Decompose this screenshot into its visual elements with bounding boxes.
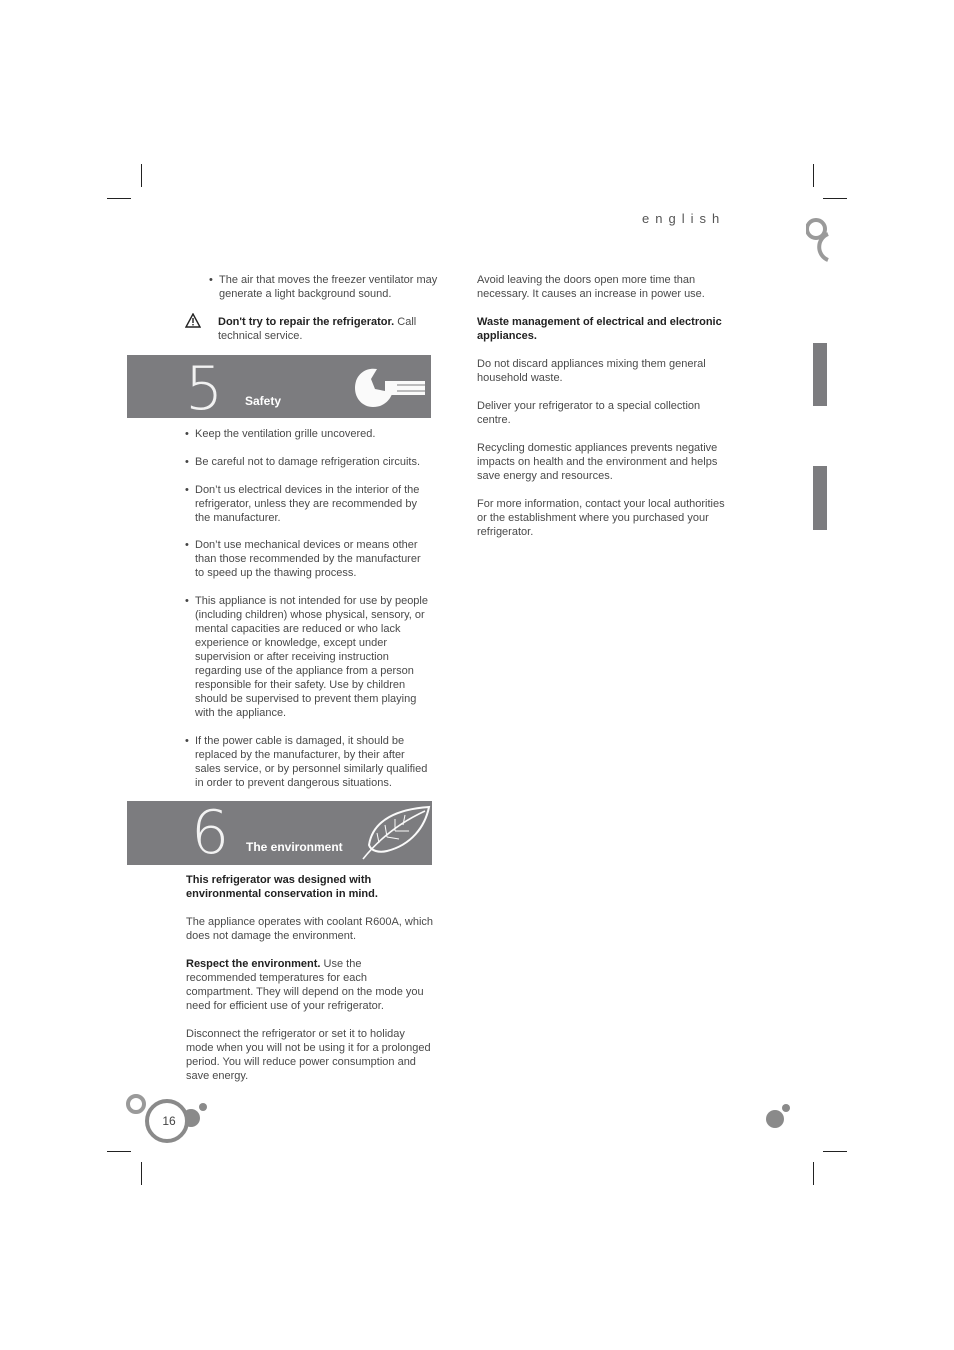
crop-mark xyxy=(141,1162,142,1185)
crop-mark xyxy=(823,1151,847,1152)
warning-triangle-icon xyxy=(185,313,201,328)
section-band-safety xyxy=(127,354,431,424)
environment-para: Disconnect the refrigerator or set it to holiday mode when you will not be using it for a prolonged period. You will reduce power consumption and save energy. xyxy=(186,1028,431,1082)
list-item: • Don’t us electrical devices in the interior of the refrigerator, unless they are recommended by the manufacturer. xyxy=(185,483,430,525)
list-item: • Keep the ventilation grille uncovered. xyxy=(185,427,430,441)
crop-mark xyxy=(823,198,847,199)
intro-bullet: • The air that moves the freezer ventilator may generate a light background sound. xyxy=(209,273,439,301)
crop-mark xyxy=(141,164,142,187)
section-title: The environment xyxy=(246,840,343,854)
wrench-icon xyxy=(349,365,427,411)
warning-rest: Call technical service. xyxy=(218,316,417,342)
right-para: Do not discard appliances mixing them general household waste. xyxy=(477,358,706,384)
environment-para: The appliance operates with coolant R600A, which does not damage the environment. xyxy=(186,916,434,942)
section-band-environment xyxy=(127,798,432,868)
list-item: • This appliance is not intended for use by people (including children) whose physical, sensory, or mental capacities are reduced or who lack experience or knowledge, except under supervision or after receiving instruction regarding use of the appliance from a person responsible for their safety. Use by children should be supervised to prevent them playing with the appliance. xyxy=(185,594,430,720)
leaf-icon xyxy=(359,805,431,861)
right-para: Deliver your refrigerator to a special collection centre. xyxy=(477,400,701,426)
list-item: • Don’t use mechanical devices or means other than those recommended by the manufacturer to speed up the thawing process. xyxy=(185,538,430,580)
crop-mark xyxy=(813,164,814,187)
waste-heading: Waste management of electrical and electronic appliances. xyxy=(477,316,722,342)
decorative-circles-icon xyxy=(806,212,830,262)
language-label: english xyxy=(642,211,726,226)
environment-text xyxy=(186,873,434,1083)
right-para: Recycling domestic appliances prevents negative impacts on health and the environment and helps save energy and resources. xyxy=(477,442,718,482)
crop-mark xyxy=(107,198,131,199)
section-number: 6 xyxy=(191,798,230,868)
side-tab xyxy=(813,466,827,530)
page-number: 16 xyxy=(162,1114,176,1128)
section-number: 5 xyxy=(185,354,224,424)
right-column xyxy=(477,273,727,539)
section-title: Safety xyxy=(245,394,282,408)
decorative-dots-icon xyxy=(764,1101,794,1131)
crop-mark xyxy=(813,1162,814,1185)
right-para: Avoid leaving the doors open more time than necessary. It causes an increase in power use. xyxy=(477,274,705,300)
environment-para: Respect the environment. Use the recommended temperatures for each compartment. They will depend on the mode you need for efficient use of your refrigerator. xyxy=(186,958,424,1012)
right-para: For more information, contact your local authorities or the establishment where you purchased your refrigerator. xyxy=(477,498,725,538)
list-item: • If the power cable is damaged, it should be replaced by the manufacturer, by their after sales service, or by personnel similarly qualified in order to prevent dangerous situations. xyxy=(185,734,430,790)
warning-bold: Don't try to repair the refrigerator. xyxy=(218,316,395,328)
warning-text xyxy=(218,315,430,343)
crop-mark xyxy=(107,1151,131,1152)
list-item: • Be careful not to damage refrigeration circuits. xyxy=(185,455,430,469)
side-tab xyxy=(813,343,827,406)
safety-list xyxy=(185,427,430,790)
environment-intro: This refrigerator was designed with environmental conservation in mind. xyxy=(186,874,378,900)
